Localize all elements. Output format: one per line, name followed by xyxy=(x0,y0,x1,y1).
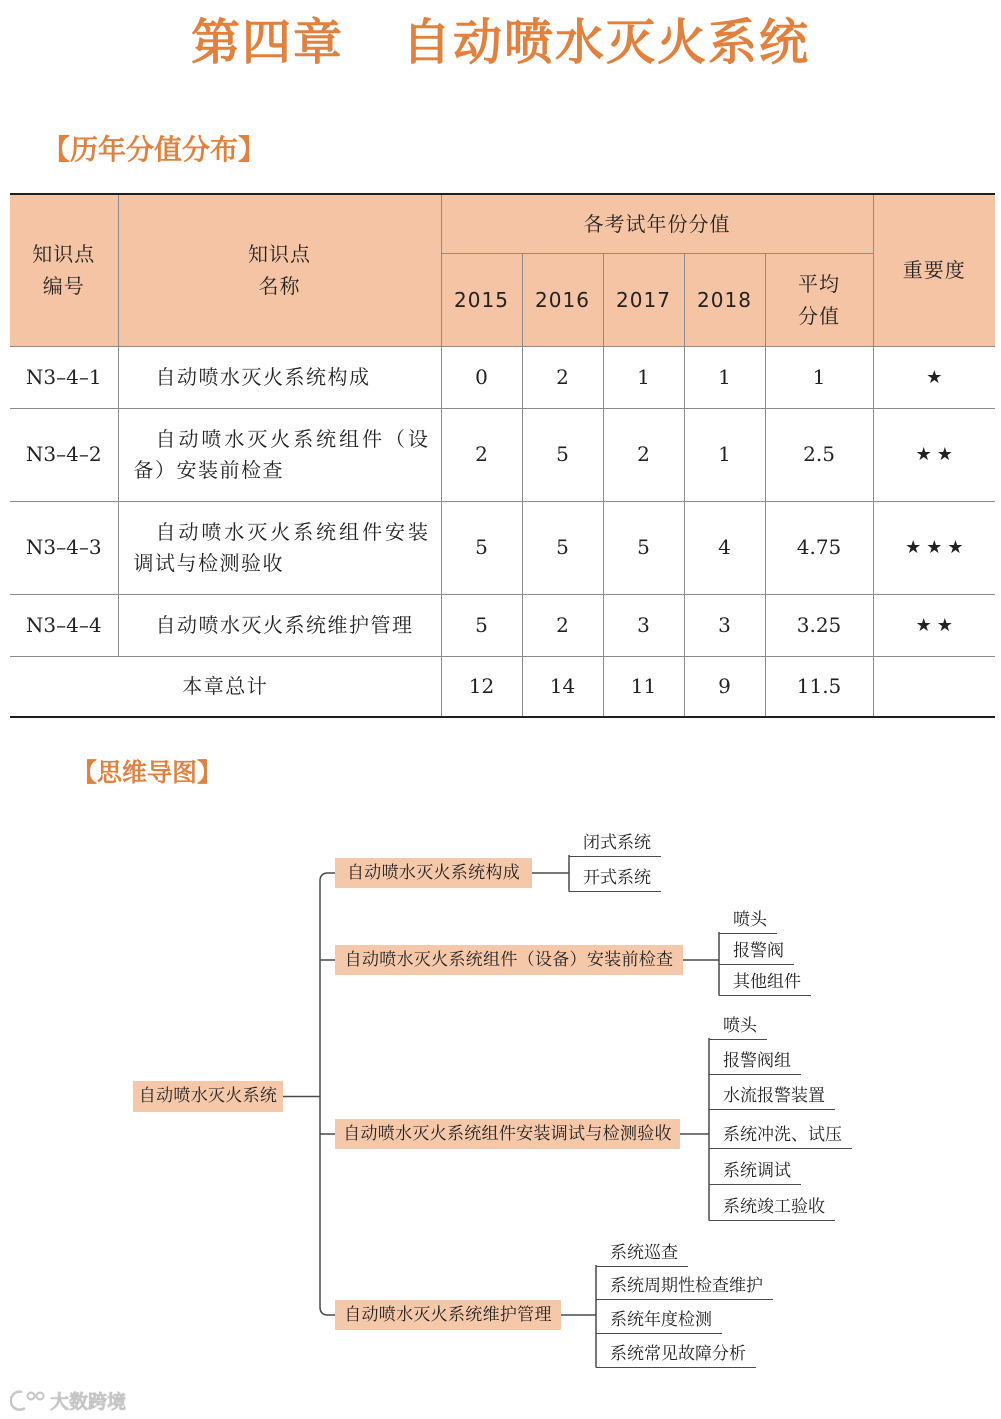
bracket-branch-2 xyxy=(683,932,719,996)
score-average: 1 xyxy=(765,346,873,408)
mindmap-leaf: 喷头 xyxy=(709,1014,767,1040)
knowledge-id: N3–4–4 xyxy=(10,594,118,656)
importance-stars: ★ xyxy=(873,346,995,408)
watermark-logo-icon xyxy=(10,1387,46,1413)
mindmap-leaf: 系统年度检测 xyxy=(596,1308,722,1334)
knowledge-name: 自动喷水灭火系统组件（设备）安装前检查 xyxy=(118,408,441,501)
watermark-text: 大数跨境 xyxy=(50,1390,127,1413)
knowledge-name: 自动喷水灭火系统维护管理 xyxy=(118,594,441,656)
mindmap-leaf: 开式系统 xyxy=(569,866,661,892)
knowledge-name: 自动喷水灭火系统组件安装调试与检测验收 xyxy=(118,501,441,594)
mindmap-leaf: 系统调试 xyxy=(709,1159,801,1185)
knowledge-id: N3–4–3 xyxy=(10,501,118,594)
importance-stars: ★★★ xyxy=(873,501,995,594)
header-year-2015: 2015 xyxy=(441,253,522,346)
score-average: 3.25 xyxy=(765,594,873,656)
mindmap-leaf: 喷头 xyxy=(719,908,777,934)
mindmap-root: 自动喷水灭火系统 xyxy=(133,1081,283,1112)
knowledge-name: 自动喷水灭火系统构成 xyxy=(118,346,441,408)
header-line: 编号 xyxy=(42,274,85,299)
score-2018: 1 xyxy=(684,408,765,501)
header-year-2016: 2016 xyxy=(522,253,603,346)
mindmap-leaf: 系统竣工验收 xyxy=(709,1195,835,1221)
total-2016: 14 xyxy=(522,656,603,717)
mindmap-branch: 自动喷水灭火系统组件（设备）安装前检查 xyxy=(335,945,683,975)
total-2018: 9 xyxy=(684,656,765,717)
trunk-line xyxy=(320,873,335,1315)
score-2016: 2 xyxy=(522,346,603,408)
header-line: 知识点 xyxy=(32,242,96,267)
mindmap-heading: 【思维导图】 xyxy=(72,758,223,787)
mindmap-leaf: 报警阀组 xyxy=(709,1049,801,1075)
mindmap-leaf: 其他组件 xyxy=(719,970,811,996)
score-2016: 5 xyxy=(522,501,603,594)
score-2015: 2 xyxy=(441,408,522,501)
mindmap-branch: 自动喷水灭火系统组件安装调试与检测验收 xyxy=(335,1119,680,1149)
header-year-2017: 2017 xyxy=(603,253,684,346)
mindmap-branch: 自动喷水灭火系统构成 xyxy=(335,858,532,888)
chapter-number: 第四章 xyxy=(190,13,344,71)
total-label: 本章总计 xyxy=(10,656,441,717)
header-importance: 重要度 xyxy=(873,194,995,346)
score-distribution-heading: 【历年分值分布】 xyxy=(42,133,267,166)
mindmap-leaf: 系统周期性检查维护 xyxy=(596,1274,773,1300)
mindmap-branch: 自动喷水灭火系统维护管理 xyxy=(335,1300,561,1330)
header-year-group: 各考试年份分值 xyxy=(441,194,873,253)
total-2015: 12 xyxy=(441,656,522,717)
score-2018: 4 xyxy=(684,501,765,594)
score-2016: 5 xyxy=(522,408,603,501)
score-2017: 2 xyxy=(603,408,684,501)
mindmap-leaf: 水流报警装置 xyxy=(709,1084,835,1110)
bracket-branch-3 xyxy=(680,1038,709,1221)
mindmap-leaf: 报警阀 xyxy=(719,939,794,965)
header-year-2018: 2018 xyxy=(684,253,765,346)
score-2018: 1 xyxy=(684,346,765,408)
score-average: 2.5 xyxy=(765,408,873,501)
mindmap-leaf: 系统巡查 xyxy=(596,1241,688,1267)
total-average: 11.5 xyxy=(765,656,873,717)
chapter-name: 自动喷水灭火系统 xyxy=(402,13,811,71)
score-2017: 5 xyxy=(603,501,684,594)
importance-stars: ★★ xyxy=(873,594,995,656)
header-line: 知识点 xyxy=(248,242,311,267)
score-2018: 3 xyxy=(684,594,765,656)
knowledge-id: N3–4–2 xyxy=(10,408,118,501)
mindmap-leaf: 系统冲洗、试压 xyxy=(709,1123,852,1149)
header-line: 平均 xyxy=(798,271,841,296)
score-2015: 0 xyxy=(441,346,522,408)
score-2017: 1 xyxy=(603,346,684,408)
header-line: 名称 xyxy=(258,274,301,299)
score-2017: 3 xyxy=(603,594,684,656)
score-2016: 2 xyxy=(522,594,603,656)
mindmap-leaf: 系统常见故障分析 xyxy=(596,1342,756,1368)
watermark xyxy=(10,1386,126,1414)
score-2015: 5 xyxy=(441,594,522,656)
importance-stars: ★★ xyxy=(873,408,995,501)
score-2015: 5 xyxy=(441,501,522,594)
mindmap-leaf: 闭式系统 xyxy=(569,831,661,857)
total-2017: 11 xyxy=(603,656,684,717)
knowledge-id: N3–4–1 xyxy=(10,346,118,408)
score-average: 4.75 xyxy=(765,501,873,594)
header-line: 分值 xyxy=(798,303,841,328)
bracket-branch-1 xyxy=(532,855,569,892)
bracket-branch-4 xyxy=(561,1265,596,1368)
